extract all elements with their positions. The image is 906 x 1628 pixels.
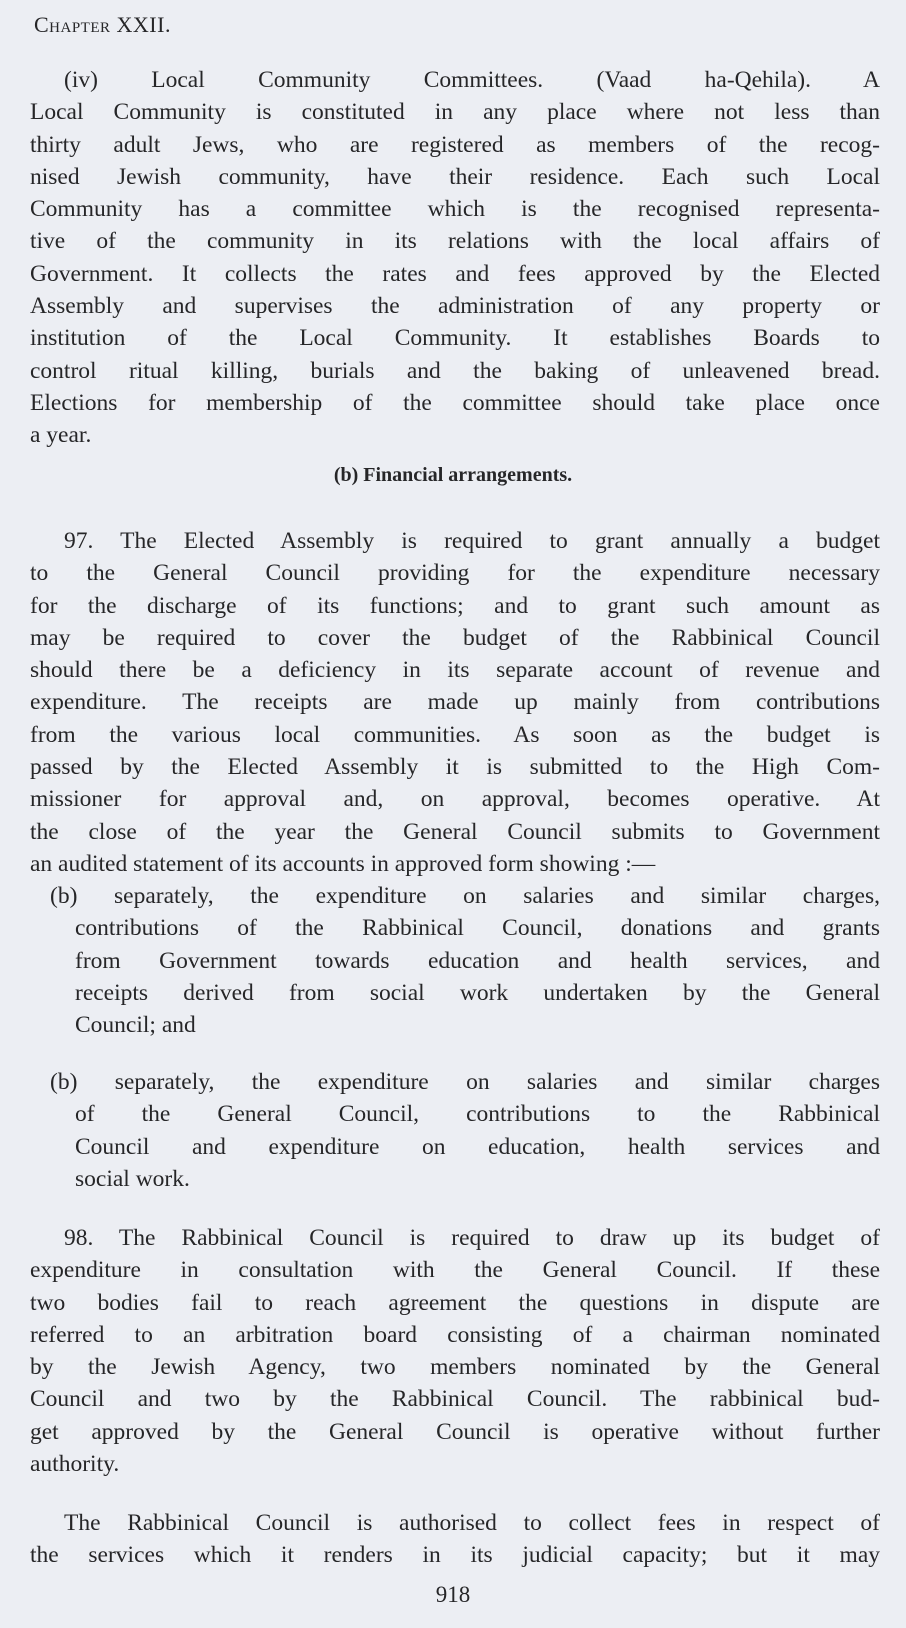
text-line: for the discharge of its functions; and to grant such amount as <box>30 592 880 619</box>
text-line: may be required to cover the budget of the Rabbinical Council <box>30 624 880 651</box>
text-line: by the Jewish Agency, two members nominated by the General <box>30 1354 880 1381</box>
text-line: Assembly and supervises the administration of any property or <box>30 293 880 320</box>
text-line: expenditure in consultation with the General Council. If these <box>30 1257 880 1284</box>
text-line: Council; and <box>75 1012 196 1039</box>
text-line: two bodies fail to reach agreement the questions in dispute are <box>30 1289 880 1316</box>
text-line: Government. It collects the rates and fees approved by the Elected <box>30 260 880 287</box>
text-line: tive of the community in its relations with the local affairs of <box>30 228 880 255</box>
text-line: should there be a deficiency in its separate account of revenue and <box>30 657 880 684</box>
text-line: the services which it renders in its judicial capacity; but it may <box>30 1542 880 1569</box>
text-line: authority. <box>30 1451 120 1478</box>
paragraph-rabbinical-fees <box>30 1507 880 1572</box>
paragraph-97 <box>30 525 880 880</box>
text-line: an audited statement of its accounts in approved form showing :— <box>30 850 656 877</box>
text-line: The Rabbinical Council is authorised to collect fees in respect of <box>64 1510 880 1536</box>
text-line: receipts derived from social work undertaken by the General <box>75 979 880 1006</box>
text-line: 97. The Elected Assembly is required to grant annually a budget <box>64 528 880 554</box>
text-line: referred to an arbitration board consisting of a chairman nominated <box>30 1321 880 1348</box>
text-line: Council and two by the Rabbinical Council. The rabbinical bud- <box>30 1386 880 1413</box>
text-line: of the General Council, contributions to the Rabbinical <box>75 1101 880 1128</box>
text-line: from the various local communities. As soon as the budget is <box>30 721 880 748</box>
text-line: control ritual killing, burials and the baking of unleavened bread. <box>30 357 880 384</box>
text-line: passed by the Elected Assembly it is submitted to the High Com- <box>30 754 880 781</box>
paragraph-98 <box>30 1222 880 1480</box>
text-line: (b) separately, the expenditure on salaries and similar charges <box>50 1069 880 1095</box>
section-local-community-committees <box>30 64 880 452</box>
text-line: Local Community is constituted in any place where not less than <box>30 99 880 126</box>
text-line: nised Jewish community, have their residence. Each such Local <box>30 163 880 190</box>
text-line: missioner for approval and, on approval, becomes operative. At <box>30 786 880 813</box>
text-line: from Government towards education and health services, and <box>75 947 880 974</box>
text-line: a year. <box>30 422 92 449</box>
text-line: get approved by the General Council is operative without further <box>30 1418 880 1445</box>
list-item-b-second <box>50 1066 880 1195</box>
chapter-header: Chapter XXII. <box>34 12 171 37</box>
text-line: (b) separately, the expenditure on salaries and similar charges, <box>50 883 880 909</box>
text-line: social work. <box>75 1165 190 1192</box>
text-line: 98. The Rabbinical Council is required to draw up its budget of <box>64 1225 880 1251</box>
text-line: the close of the year the General Council submits to Government <box>30 818 880 845</box>
text-line: contributions of the Rabbinical Council, donations and grants <box>75 915 880 942</box>
text-line: expenditure. The receipts are made up mainly from contributions <box>30 689 880 716</box>
text-line: (iv) Local Community Committees. (Vaad ha-Qehila). A <box>64 67 880 93</box>
text-line: Council and expenditure on education, health services and <box>75 1133 880 1160</box>
section-heading-financial-arrangements: (b) Financial arrangements. <box>333 464 573 486</box>
text-line: Community has a committee which is the recognised representa- <box>30 196 880 223</box>
page-number: 918 <box>435 1582 471 1607</box>
text-line: thirty adult Jews, who are registered as members of the recog- <box>30 131 880 158</box>
text-line: institution of the Local Community. It establishes Boards to <box>30 325 880 352</box>
text-line: to the General Council providing for the expenditure necessary <box>30 560 880 587</box>
text-line: Elections for membership of the committee should take place once <box>30 389 880 416</box>
list-item-b-first <box>50 880 880 1041</box>
